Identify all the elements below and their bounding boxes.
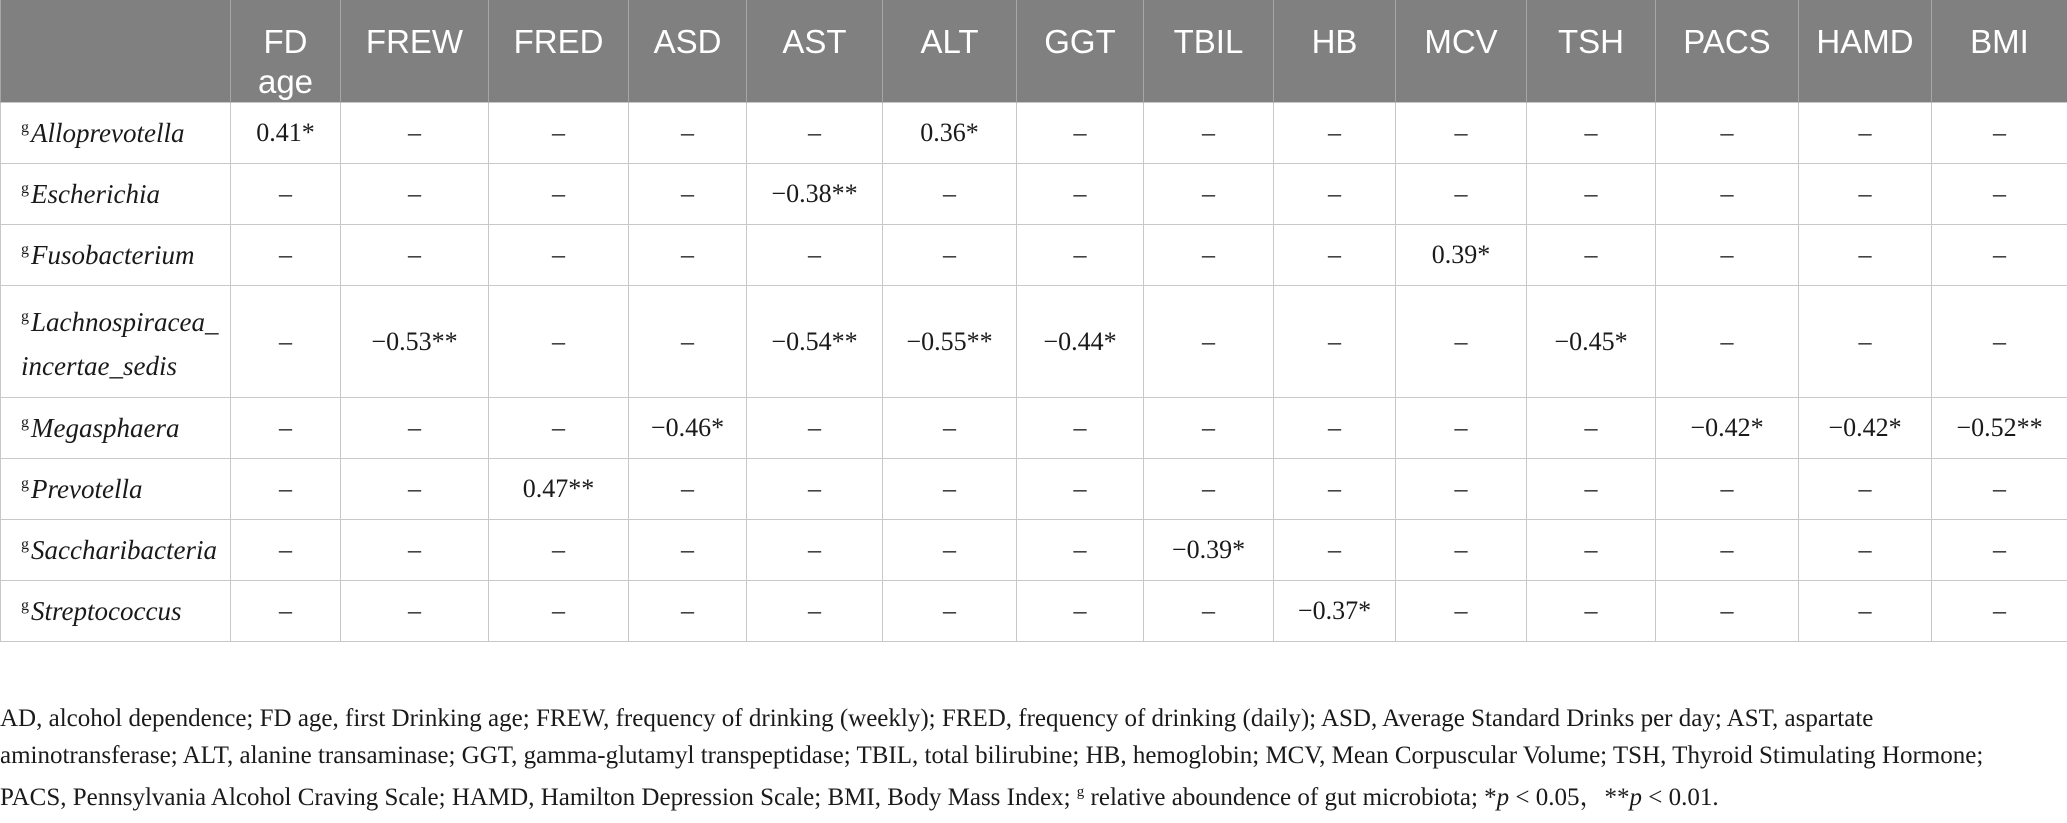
table-cell: – bbox=[489, 398, 629, 459]
genus-marker: g bbox=[21, 596, 29, 614]
table-cell: – bbox=[1144, 459, 1274, 520]
table-cell: – bbox=[341, 398, 489, 459]
row-genus-cell bbox=[1, 520, 231, 581]
header-ast: AST bbox=[747, 0, 883, 103]
row-genus-cell bbox=[1, 398, 231, 459]
table-cell: – bbox=[1017, 459, 1144, 520]
table-cell: – bbox=[1017, 520, 1144, 581]
table-body bbox=[1, 103, 2067, 642]
table-cell: 0.39* bbox=[1396, 225, 1527, 286]
table-cell: −0.54** bbox=[747, 286, 883, 398]
table-cell: – bbox=[1396, 581, 1527, 642]
table-cell: −0.37* bbox=[1274, 581, 1396, 642]
table-cell: – bbox=[231, 581, 341, 642]
genus-marker: g bbox=[21, 308, 29, 325]
table-cell: – bbox=[1017, 225, 1144, 286]
table-cell: – bbox=[1144, 286, 1274, 398]
table-cell: 0.47** bbox=[489, 459, 629, 520]
header-fred: FRED bbox=[489, 0, 629, 103]
table-cell: – bbox=[341, 225, 489, 286]
genus-marker: g bbox=[21, 179, 29, 197]
table-cell: – bbox=[1144, 398, 1274, 459]
table-cell: 0.36* bbox=[883, 103, 1017, 164]
footnote-sup-marker: g bbox=[1076, 784, 1085, 800]
table-cell: – bbox=[1656, 581, 1799, 642]
table-cell: – bbox=[1527, 581, 1656, 642]
table-cell: – bbox=[1527, 398, 1656, 459]
table-cell: – bbox=[489, 581, 629, 642]
table-cell: – bbox=[231, 520, 341, 581]
table-cell: – bbox=[1656, 520, 1799, 581]
table-cell: – bbox=[1274, 286, 1396, 398]
table-cell: – bbox=[1932, 225, 2067, 286]
header-mcv: MCV bbox=[1396, 0, 1527, 103]
table-cell: – bbox=[1274, 164, 1396, 225]
table-cell: – bbox=[341, 581, 489, 642]
table-cell: −0.42* bbox=[1656, 398, 1799, 459]
table-cell: −0.46* bbox=[629, 398, 747, 459]
table-cell: – bbox=[747, 459, 883, 520]
table-cell: – bbox=[1017, 103, 1144, 164]
table-cell: – bbox=[341, 520, 489, 581]
table-cell: – bbox=[1144, 581, 1274, 642]
table-cell: – bbox=[629, 164, 747, 225]
table-cell: – bbox=[747, 103, 883, 164]
table-cell: – bbox=[1144, 225, 1274, 286]
header-tbil: TBIL bbox=[1144, 0, 1274, 103]
genus-marker: g bbox=[21, 240, 29, 258]
table-row bbox=[1, 225, 2067, 286]
genus-marker: g bbox=[21, 413, 29, 431]
table-cell: – bbox=[883, 164, 1017, 225]
header-hamd: HAMD bbox=[1799, 0, 1932, 103]
table-cell: – bbox=[1932, 459, 2067, 520]
table-cell: – bbox=[1144, 103, 1274, 164]
footnote-sig-001: **p < 0.01. bbox=[1604, 784, 1719, 811]
row-genus-cell bbox=[1, 225, 231, 286]
table-cell: – bbox=[1527, 164, 1656, 225]
table-cell: −0.44* bbox=[1017, 286, 1144, 398]
table-cell: – bbox=[1396, 286, 1527, 398]
table-cell: – bbox=[1396, 520, 1527, 581]
table-cell: – bbox=[489, 520, 629, 581]
table-cell: – bbox=[883, 459, 1017, 520]
table-cell: – bbox=[883, 225, 1017, 286]
table-cell: – bbox=[747, 581, 883, 642]
table-cell: – bbox=[1017, 164, 1144, 225]
table-cell: −0.45* bbox=[1527, 286, 1656, 398]
table-row bbox=[1, 520, 2067, 581]
genus-name: Saccharibacteria bbox=[31, 534, 217, 565]
genus-name: Escherichia bbox=[31, 178, 160, 209]
table-cell: – bbox=[1932, 581, 2067, 642]
table-cell: – bbox=[1656, 225, 1799, 286]
table-cell: – bbox=[883, 520, 1017, 581]
table-cell: – bbox=[1799, 103, 1932, 164]
table-cell: – bbox=[341, 103, 489, 164]
genus-name: Prevotella bbox=[31, 473, 143, 504]
table-cell: – bbox=[883, 398, 1017, 459]
table-cell: – bbox=[1274, 225, 1396, 286]
table-cell: – bbox=[629, 103, 747, 164]
table-row bbox=[1, 581, 2067, 642]
table-cell: – bbox=[1396, 398, 1527, 459]
table-cell: – bbox=[1527, 520, 1656, 581]
table-cell: – bbox=[231, 459, 341, 520]
table-cell: – bbox=[1396, 459, 1527, 520]
genus-marker: g bbox=[21, 474, 29, 492]
table-cell: – bbox=[1527, 225, 1656, 286]
table-cell: – bbox=[1656, 164, 1799, 225]
genus-name: Fusobacterium bbox=[31, 239, 195, 270]
genus-marker: g bbox=[21, 118, 29, 136]
table-cell: – bbox=[489, 164, 629, 225]
table-cell: −0.52** bbox=[1932, 398, 2067, 459]
table-cell: – bbox=[1396, 164, 1527, 225]
table-cell: 0.41* bbox=[231, 103, 341, 164]
table-footnote bbox=[0, 700, 2055, 816]
table-cell: – bbox=[1932, 286, 2067, 398]
table-cell: – bbox=[231, 398, 341, 459]
genus-name: Alloprevotella bbox=[31, 117, 185, 148]
table-cell: −0.42* bbox=[1799, 398, 1932, 459]
header-row bbox=[1, 0, 2067, 103]
header-asd: ASD bbox=[629, 0, 747, 103]
table-cell: −0.39* bbox=[1144, 520, 1274, 581]
header-hb: HB bbox=[1274, 0, 1396, 103]
header-fd-age: FD age bbox=[231, 0, 341, 103]
table-cell: – bbox=[489, 225, 629, 286]
table-cell: – bbox=[1799, 225, 1932, 286]
header-tsh: TSH bbox=[1527, 0, 1656, 103]
table-cell: – bbox=[341, 164, 489, 225]
table-cell: – bbox=[1799, 520, 1932, 581]
table-cell: – bbox=[1932, 103, 2067, 164]
table-cell: – bbox=[231, 286, 341, 398]
table-cell: – bbox=[231, 225, 341, 286]
table-cell: – bbox=[1274, 398, 1396, 459]
table-cell: – bbox=[489, 286, 629, 398]
table-cell: – bbox=[1274, 459, 1396, 520]
table-cell: – bbox=[1017, 581, 1144, 642]
table-cell: – bbox=[747, 398, 883, 459]
table-cell: – bbox=[1799, 459, 1932, 520]
table-cell: −0.38** bbox=[747, 164, 883, 225]
table-row bbox=[1, 286, 2067, 398]
table-cell: – bbox=[1144, 164, 1274, 225]
genus-name: Streptococcus bbox=[31, 595, 182, 626]
row-genus-cell bbox=[1, 164, 231, 225]
genus-name: Megasphaera bbox=[31, 412, 180, 443]
table-cell: – bbox=[883, 581, 1017, 642]
table-cell: – bbox=[1527, 459, 1656, 520]
row-genus-cell bbox=[1, 581, 231, 642]
footnote-microbiota-note: relative aboundence of gut microbiota; bbox=[1090, 784, 1478, 811]
table-cell: – bbox=[1396, 103, 1527, 164]
table-cell: – bbox=[1799, 581, 1932, 642]
table-cell: – bbox=[629, 286, 747, 398]
table-cell: – bbox=[489, 103, 629, 164]
table-cell: – bbox=[1656, 103, 1799, 164]
table-cell: −0.53** bbox=[341, 286, 489, 398]
table-cell: – bbox=[231, 164, 341, 225]
table-cell: – bbox=[1017, 398, 1144, 459]
table-cell: – bbox=[629, 581, 747, 642]
table-cell: – bbox=[629, 459, 747, 520]
table-cell: – bbox=[629, 225, 747, 286]
table-cell: −0.55** bbox=[883, 286, 1017, 398]
header-alt: ALT bbox=[883, 0, 1017, 103]
header-frew: FREW bbox=[341, 0, 489, 103]
table-cell: – bbox=[629, 520, 747, 581]
row-genus-cell bbox=[1, 286, 231, 398]
table-cell: – bbox=[1799, 286, 1932, 398]
row-genus-cell bbox=[1, 459, 231, 520]
table-cell: – bbox=[1274, 520, 1396, 581]
table-cell: – bbox=[1656, 286, 1799, 398]
table-row bbox=[1, 164, 2067, 225]
footnote-abbreviations: AD, alcohol dependence; FD age, first Drinking age; FREW, frequency of drinking (weekly); FRED, frequency of drinking (daily); ASD, Average Standard Drinks per day; AST, aspartate aminotransferase; ALT, alanine transaminase; GGT, gamma-glutamyl transpeptidase; TBIL, total bilirubine; HB, hemoglobin; MCV, Mean Corpuscular Volume; TSH, Thyroid Stimulating Hormone; PACS, Pennsylvania Alcohol Craving Scale; HAMD, Hamilton Depression Scale; BMI, Body Mass Index; bbox=[0, 705, 1984, 811]
table-cell: – bbox=[1799, 164, 1932, 225]
genus-name: Lachnospiracea_ bbox=[31, 307, 219, 337]
table-row bbox=[1, 398, 2067, 459]
row-genus-cell bbox=[1, 103, 231, 164]
header-bmi: BMI bbox=[1932, 0, 2067, 103]
table-cell: – bbox=[1656, 459, 1799, 520]
table-cell: – bbox=[1932, 164, 2067, 225]
table-cell: – bbox=[341, 459, 489, 520]
genus-marker: g bbox=[21, 535, 29, 553]
table-cell: – bbox=[1274, 103, 1396, 164]
table-cell: – bbox=[747, 520, 883, 581]
table-cell: – bbox=[747, 225, 883, 286]
header-pacs: PACS bbox=[1656, 0, 1799, 103]
table-row bbox=[1, 459, 2067, 520]
header-corner bbox=[1, 0, 231, 103]
header-ggt: GGT bbox=[1017, 0, 1144, 103]
table-row bbox=[1, 103, 2067, 164]
footnote-sig-005: *p < 0.05， bbox=[1484, 784, 1605, 811]
table-cell: – bbox=[1527, 103, 1656, 164]
genus-name-line2: incertae_sedis bbox=[21, 351, 177, 381]
table-cell: – bbox=[1932, 520, 2067, 581]
